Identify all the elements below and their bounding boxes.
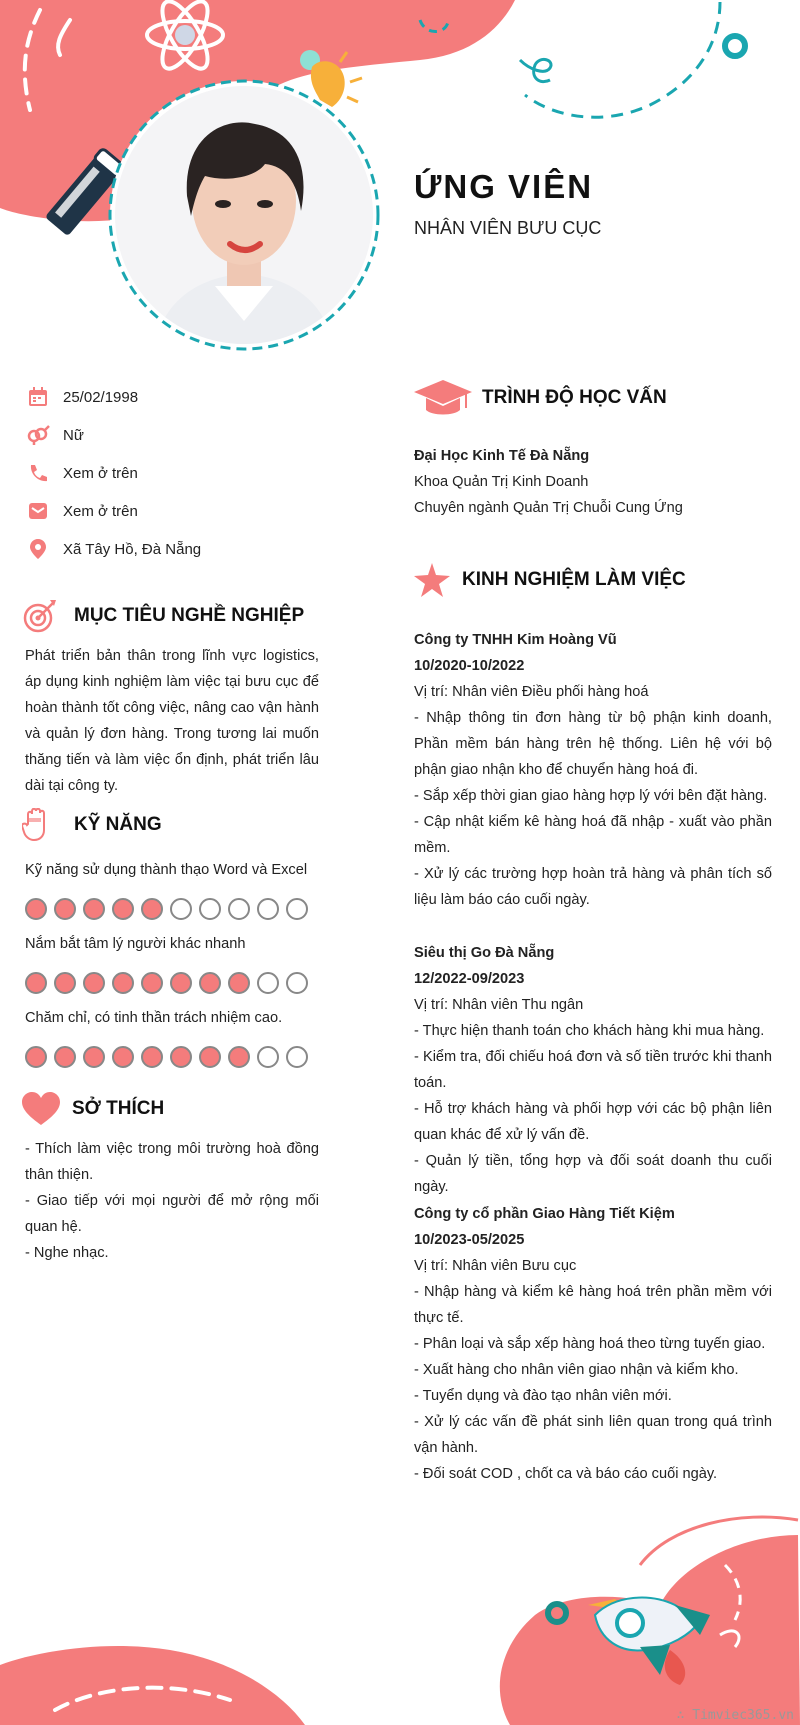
job-task: - Xuất hàng cho nhân viên giao nhận và kiểm kho. (414, 1362, 739, 1378)
rating-dot-filled (141, 1046, 163, 1068)
rating-dot-filled (25, 898, 47, 920)
contact-row-gender (25, 424, 84, 446)
rating-dot-empty (257, 1046, 279, 1068)
hand-icon (22, 808, 52, 842)
job-task: - Cập nhật kiểm kê hàng hoá đã nhập - xuất vào phần mềm. (414, 814, 772, 856)
address-text: Xã Tây Hồ, Đà Nẵng (63, 540, 202, 558)
skill-rating-1 (25, 898, 308, 920)
experience-section-title (414, 563, 686, 597)
birthday-text: 25/02/1998 (63, 388, 139, 406)
job-task: - Thực hiện thanh toán cho khách hàng khi mua hàng. (414, 1023, 765, 1039)
candidate-position: NHÂN VIÊN BƯU CỤC (414, 218, 602, 238)
rating-dot-filled (112, 1046, 134, 1068)
rating-dot-empty (257, 898, 279, 920)
contact-row-phone (25, 462, 138, 484)
rating-dot-empty (286, 1046, 308, 1068)
star-icon (414, 563, 450, 597)
job-company: Công ty TNHH Kim Hoàng Vũ (414, 632, 617, 648)
rating-dot-filled (170, 972, 192, 994)
skill-label-2: Nắm bắt tâm lý người khác nhanh (25, 936, 246, 952)
job-task: - Xử lý các vấn đề phát sinh liên quan trong quá trình vận hành. (414, 1414, 772, 1456)
job-role: Vị trí: Nhân viên Điều phối hàng hoá (414, 684, 649, 700)
rating-dot-filled (25, 972, 47, 994)
rating-dot-empty (170, 898, 192, 920)
footer-watermark: ∴ Timviec365.vn (676, 1708, 794, 1723)
rating-dot-filled (199, 1046, 221, 1068)
location-pin-icon (25, 538, 51, 560)
phone-icon (25, 462, 51, 484)
email-icon (25, 500, 51, 522)
job-entry-2 (414, 940, 772, 1200)
rocket-icon (540, 1585, 720, 1695)
objective-heading: MỤC TIÊU NGHỀ NGHIỆP (74, 605, 305, 626)
rating-dot-filled (199, 972, 221, 994)
job-period: 10/2023-05/2025 (414, 1232, 525, 1248)
contact-row-address (25, 538, 201, 560)
rating-dot-empty (199, 898, 221, 920)
rating-dot-filled (228, 972, 250, 994)
job-task: - Nhập thông tin đơn hàng từ bộ phận kinh doanh, Phần mềm bán hàng trên hệ thống. Liên hệ với bộ phận giao nhận kho để chuyển hàng hoá đi. (414, 710, 772, 778)
job-task: - Sắp xếp thời gian giao hàng hợp lý với bên đặt hàng. (414, 788, 768, 804)
rating-dot-filled (141, 972, 163, 994)
rating-dot-filled (25, 1046, 47, 1068)
phone-text: Xem ở trên (63, 464, 138, 482)
job-role: Vị trí: Nhân viên Bưu cục (414, 1258, 577, 1274)
education-details (414, 443, 772, 521)
job-company: Công ty cổ phần Giao Hàng Tiết Kiệm (414, 1206, 675, 1222)
skill-rating-3 (25, 1046, 308, 1068)
skill-label-1: Kỹ năng sử dụng thành thạo Word và Excel (25, 862, 308, 878)
contact-row-birthday (25, 386, 138, 408)
hobby-item: - Nghe nhạc. (25, 1245, 109, 1261)
rating-dot-filled (83, 1046, 105, 1068)
rating-dot-filled (141, 898, 163, 920)
rating-dot-filled (228, 1046, 250, 1068)
graduation-cap-icon (414, 380, 472, 416)
education-school: Đại Học Kinh Tế Đà Nẵng (414, 448, 590, 464)
objective-text: Phát triển bản thân trong lĩnh vực logistics, áp dụng kinh nghiệm làm việc tại bưu cục để hoàn thành tốt công việc, nâng cao vận hành và quản lý đơn hàng. Trong tương lai muốn thăng tiến và làm việc ổn định, phát triển lâu dài tại công ty. (25, 648, 319, 794)
hobbies-heading: SỞ THÍCH (72, 1098, 165, 1119)
rating-dot-filled (112, 972, 134, 994)
skill-label-3: Chăm chỉ, có tinh thần trách nhiệm cao. (25, 1010, 283, 1026)
rating-dot-filled (170, 1046, 192, 1068)
hobbies-list (25, 1136, 319, 1266)
candidate-name: ỨNG VIÊN (414, 168, 594, 205)
rating-dot-filled (83, 898, 105, 920)
skills-section-title (22, 808, 162, 842)
job-task: - Tuyển dụng và đào tạo nhân viên mới. (414, 1388, 672, 1404)
education-section-title (414, 380, 667, 416)
rating-dot-empty (286, 898, 308, 920)
bottom-left-blob-decoration (0, 1610, 320, 1725)
job-entry-3 (414, 1201, 772, 1487)
job-task: - Đối soát COD , chốt ca và báo cáo cuối ngày. (414, 1466, 718, 1482)
job-task: - Phân loại và sắp xếp hàng hoá theo từng tuyến giao. (414, 1336, 766, 1352)
hobbies-section-title (22, 1092, 164, 1126)
hobby-item: - Giao tiếp với mọi người để mở rộng mối quan hệ. (25, 1193, 319, 1235)
target-icon (22, 598, 58, 634)
job-task: - Nhập hàng và kiểm kê hàng hoá trên phần mềm với thực tế. (414, 1284, 772, 1326)
contact-row-email (25, 500, 138, 522)
rating-dot-filled (54, 972, 76, 994)
gender-icon (25, 424, 51, 446)
job-company: Siêu thị Go Đà Nẵng (414, 945, 555, 961)
education-heading: TRÌNH ĐỘ HỌC VẤN (482, 387, 667, 408)
job-entry-1 (414, 627, 772, 913)
objective-section-title (22, 598, 304, 634)
job-task: - Xử lý các trường hợp hoàn trả hàng và phân tích số liệu làm báo cáo cuối ngày. (414, 866, 772, 908)
heart-icon (22, 1092, 60, 1126)
experience-heading: KINH NGHIỆM LÀM VIỆC (462, 569, 686, 590)
rating-dot-filled (83, 972, 105, 994)
skills-heading: KỸ NĂNG (74, 814, 162, 835)
education-major: Chuyên ngành Quản Trị Chuỗi Cung Ứng (414, 500, 683, 516)
job-task: - Hỗ trợ khách hàng và phối hợp với các bộ phận liên quan khác để xử lý vấn đề. (414, 1101, 772, 1143)
rating-dot-empty (228, 898, 250, 920)
gender-text: Nữ (63, 426, 84, 444)
job-task: - Kiểm tra, đối chiếu hoá đơn và số tiền trước khi thanh toán. (414, 1049, 772, 1091)
education-faculty: Khoa Quản Trị Kinh Doanh (414, 474, 589, 490)
hobby-item: - Thích làm việc trong môi trường hoà đồng thân thiện. (25, 1141, 319, 1183)
atom-icon (140, 0, 230, 80)
calendar-icon (25, 386, 51, 408)
rating-dot-filled (112, 898, 134, 920)
job-role: Vị trí: Nhân viên Thu ngân (414, 997, 584, 1013)
job-period: 10/2020-10/2022 (414, 658, 525, 674)
rating-dot-empty (257, 972, 279, 994)
rating-dot-filled (54, 1046, 76, 1068)
candidate-photo (115, 86, 373, 344)
rating-dot-filled (54, 898, 76, 920)
email-text: Xem ở trên (63, 502, 138, 520)
top-right-squiggle-decoration (400, 0, 800, 140)
rating-dot-empty (286, 972, 308, 994)
job-period: 12/2022-09/2023 (414, 971, 525, 987)
job-task: - Quản lý tiền, tổng hợp và đối soát doanh thu cuối ngày. (414, 1153, 772, 1195)
skill-rating-2 (25, 972, 308, 994)
